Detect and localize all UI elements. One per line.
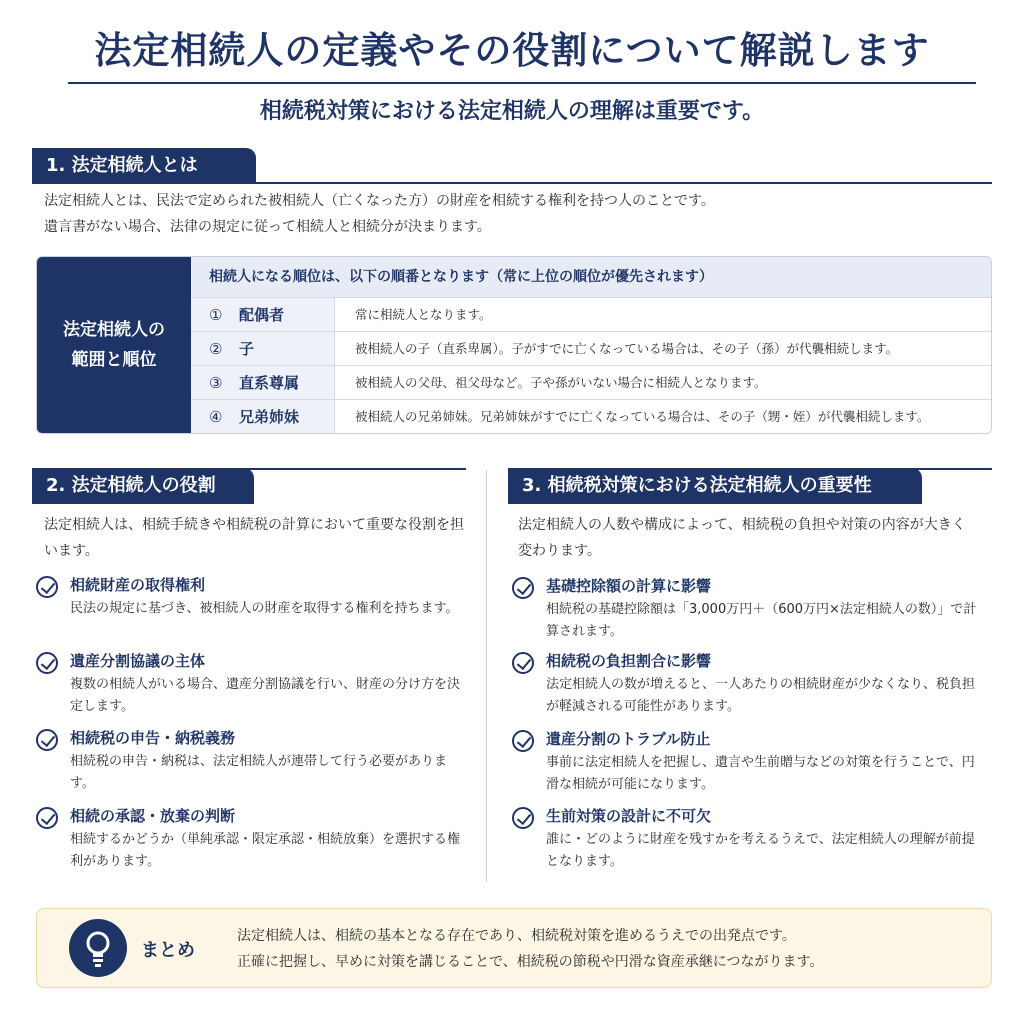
check-circle-icon [512, 652, 534, 674]
rank-description: 常に相続人となります。 [355, 307, 492, 322]
rank-row [191, 365, 991, 399]
rank-description: 被相続人の父母、祖父母など。子や孫がいない場合に相続人となります。 [355, 375, 767, 390]
column-divider [486, 470, 487, 882]
section2-rule [32, 468, 466, 470]
rank-label-cell [191, 332, 335, 365]
page-title: 法定相続人の定義やその役割について解説します [94, 28, 930, 72]
rank-label: 兄弟姉妹 [239, 408, 300, 426]
rank-number: ① [209, 306, 223, 324]
importance-item-text: 事前に法定相続人を把握し、遺言や生前贈与などの対策を行うことで、円滑な相続が可能になります。 [546, 755, 975, 792]
role-item-title: 遺産分割協議の主体 [70, 652, 206, 670]
rank-label: 配偶者 [239, 306, 285, 324]
rank-table-header: 相続人になる順位は、以下の順番となります（常に上位の順位が優先されます） [191, 257, 991, 297]
section1-line1: 法定相続人とは、民法で定められた被相続人（亡くなった方）の財産を相続する権利を持つ人のことです。 [44, 193, 715, 209]
summary-text [237, 923, 823, 975]
rank-side-line1: 法定相続人の [63, 320, 165, 340]
role-item-text: 相続税の申告・納税は、法定相続人が連帯して行う必要があります。 [70, 754, 448, 791]
summary-line1: 法定相続人は、相続の基本となる存在であり、相続税対策を進めるうえでの出発点です。 [237, 928, 796, 944]
role-item-text: 民法の規定に基づき、被相続人の財産を取得する権利を持ちます。 [70, 601, 459, 616]
rank-label: 直系尊属 [239, 374, 300, 392]
inheritance-rank-table [36, 256, 992, 434]
rank-side-line2: 範囲と順位 [71, 350, 157, 370]
section2-heading: 2. 法定相続人の役割 [32, 468, 254, 504]
importance-item-title: 生前対策の設計に不可欠 [546, 807, 712, 825]
section3-heading: 3. 相続税対策における法定相続人の重要性 [508, 468, 922, 504]
importance-item-title: 基礎控除額の計算に影響 [546, 577, 712, 595]
role-item-text: 相続するかどうか（単純承認・限定承認・相続放棄）を選択する権利があります。 [70, 832, 461, 869]
rank-description: 被相続人の兄弟姉妹。兄弟姉妹がすでに亡くなっている場合は、その子（甥・姪）が代襲相続します。 [355, 409, 930, 424]
check-circle-icon [512, 730, 534, 752]
rank-number: ② [209, 340, 223, 358]
rank-label-cell [191, 366, 335, 399]
rank-number: ④ [209, 408, 223, 426]
importance-item-text: 誰に・どのように財産を残すかを考えるうえで、法定相続人の理解が前提となります。 [546, 832, 975, 869]
rank-number: ③ [209, 374, 223, 392]
rank-row [191, 399, 991, 433]
summary-line2: 正確に把握し、早めに対策を講じることで、相続税の節税や円滑な資産承継につながります。 [237, 954, 824, 970]
role-item-title: 相続財産の取得権利 [70, 576, 206, 594]
rank-row [191, 297, 991, 331]
importance-item-title: 遺産分割のトラブル防止 [546, 730, 711, 748]
page-subtitle: 相続税対策における法定相続人の理解は重要です。 [259, 99, 765, 124]
check-circle-icon [36, 729, 58, 751]
importance-item-text: 法定相続人の数が増えると、一人あたりの相続財産が少なくなり、税負担が軽減される可能性があります。 [546, 677, 976, 714]
rank-label-cell [191, 298, 335, 331]
check-circle-icon [36, 652, 58, 674]
lightbulb-icon [69, 919, 127, 977]
check-circle-icon [36, 807, 58, 829]
rank-label: 子 [239, 340, 255, 358]
rank-label-cell [191, 400, 335, 433]
section3-rule [508, 468, 992, 470]
title-divider [68, 82, 976, 84]
role-item-text: 複数の相続人がいる場合、遺産分割協議を行い、財産の分け方を決定します。 [70, 677, 461, 714]
section2-intro: 法定相続人は、相続手続きや相続税の計算において重要な役割を担います。 [44, 517, 464, 559]
role-item-title: 相続税の申告・納税義務 [70, 729, 236, 747]
section1-rule [32, 182, 992, 184]
summary-box [36, 908, 992, 988]
importance-item-title: 相続税の負担割合に影響 [546, 652, 712, 670]
section3-intro: 法定相続人の人数や構成によって、相続税の負担や対策の内容が大きく変わります。 [518, 517, 966, 559]
role-item-title: 相続の承認・放棄の判断 [70, 807, 236, 825]
rank-description: 被相続人の子（直系卑属）。子がすでに亡くなっている場合は、その子（孫）が代襲相続します。 [355, 341, 899, 356]
section1-line2: 遺言書がない場合、法律の規定に従って相続人と相続分が決まります。 [44, 219, 491, 235]
check-circle-icon [512, 577, 534, 599]
rank-table-side-label [37, 257, 191, 433]
rank-row [191, 331, 991, 365]
check-circle-icon [36, 576, 58, 598]
importance-item-text: 相続税の基礎控除額は「3,000万円＋（600万円×法定相続人の数）」で計算されます。 [546, 602, 977, 639]
section1-heading: 1. 法定相続人とは [32, 148, 256, 184]
check-circle-icon [512, 807, 534, 829]
summary-label: まとめ [141, 940, 195, 961]
